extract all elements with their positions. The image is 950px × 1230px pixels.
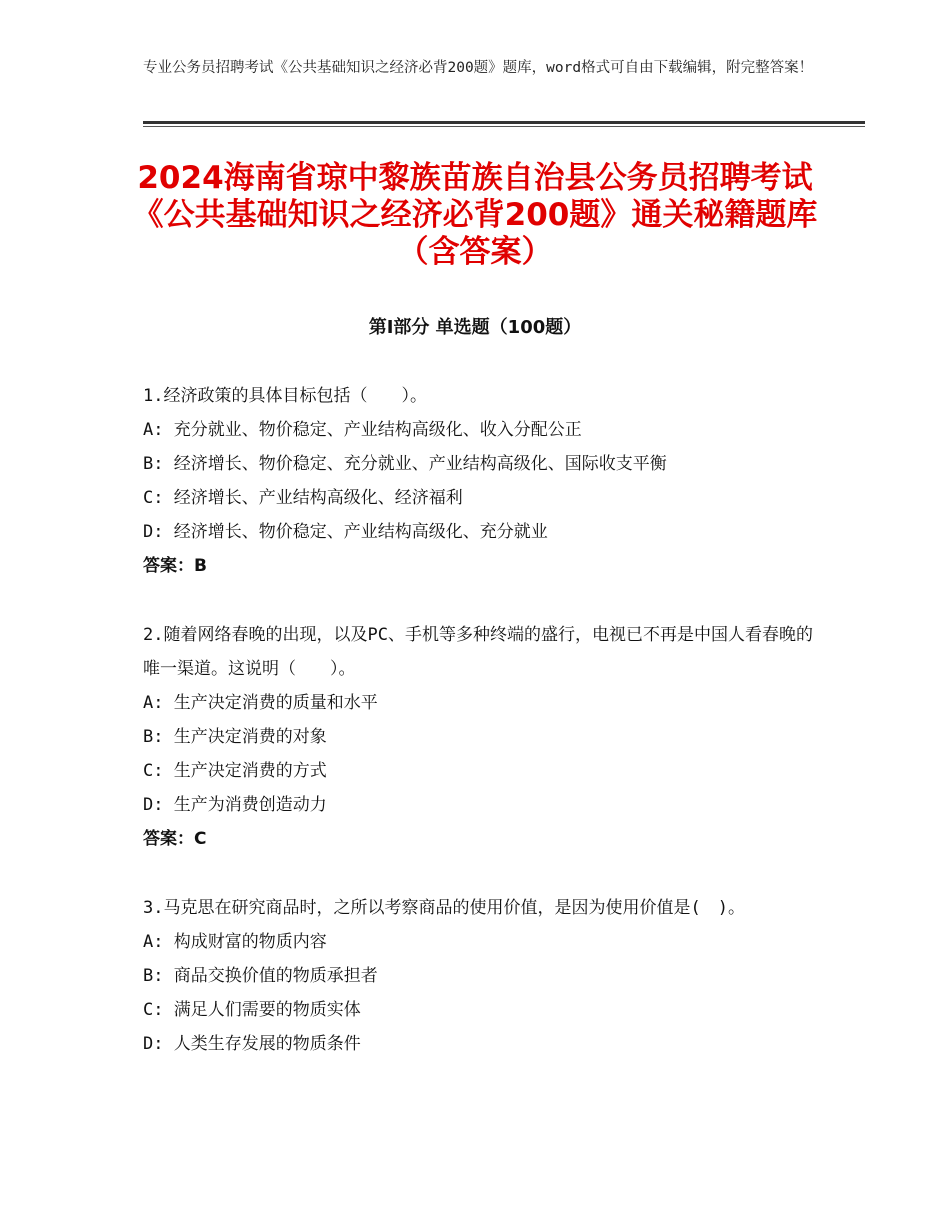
question-stem: 2.随着网络春晚的出现，以及PC、手机等多种终端的盛行，电视已不再是中国人看春晚的唯一渠道。这说明（ ）。 [143,625,813,679]
option-d: D: 经济增长、物价稳定、产业结构高级化、充分就业 [143,522,548,542]
question-2 [143,618,813,856]
answer: 答案：B [143,556,207,576]
header-rule-thick [143,121,865,124]
question-3 [143,891,813,1061]
option-d: D: 生产为消费创造动力 [143,795,327,815]
header-note: 专业公务员招聘考试《公共基础知识之经济必背200题》题库，word格式可自由下载编辑，附完整答案！ [143,60,814,76]
section-heading: 第Ⅰ部分 单选题（100题） [368,317,582,338]
option-b: B: 商品交换价值的物质承担者 [143,966,378,986]
option-b: B: 生产决定消费的对象 [143,727,327,747]
question-1 [143,379,813,583]
option-a: A: 充分就业、物价稳定、产业结构高级化、收入分配公正 [143,420,582,440]
question-stem: 3.马克思在研究商品时，之所以考察商品的使用价值，是因为使用价值是( )。 [143,898,745,918]
option-b: B: 经济增长、物价稳定、充分就业、产业结构高级化、国际收支平衡 [143,454,667,474]
option-d: D: 人类生存发展的物质条件 [143,1034,361,1054]
question-stem: 1.经济政策的具体目标包括（ ）。 [143,386,427,406]
option-c: C: 生产决定消费的方式 [143,761,327,781]
header-rule-thin [143,126,865,127]
option-a: A: 构成财富的物质内容 [143,932,327,952]
option-a: A: 生产决定消费的质量和水平 [143,693,378,713]
option-c: C: 满足人们需要的物质实体 [143,1000,361,1020]
answer: 答案：C [143,829,207,849]
option-c: C: 经济增长、产业结构高级化、经济福利 [143,488,463,508]
document-title: 2024海南省琼中黎族苗族自治县公务员招聘考试《公共基础知识之经济必背200题》通关秘籍题库（含答案） [132,160,818,270]
